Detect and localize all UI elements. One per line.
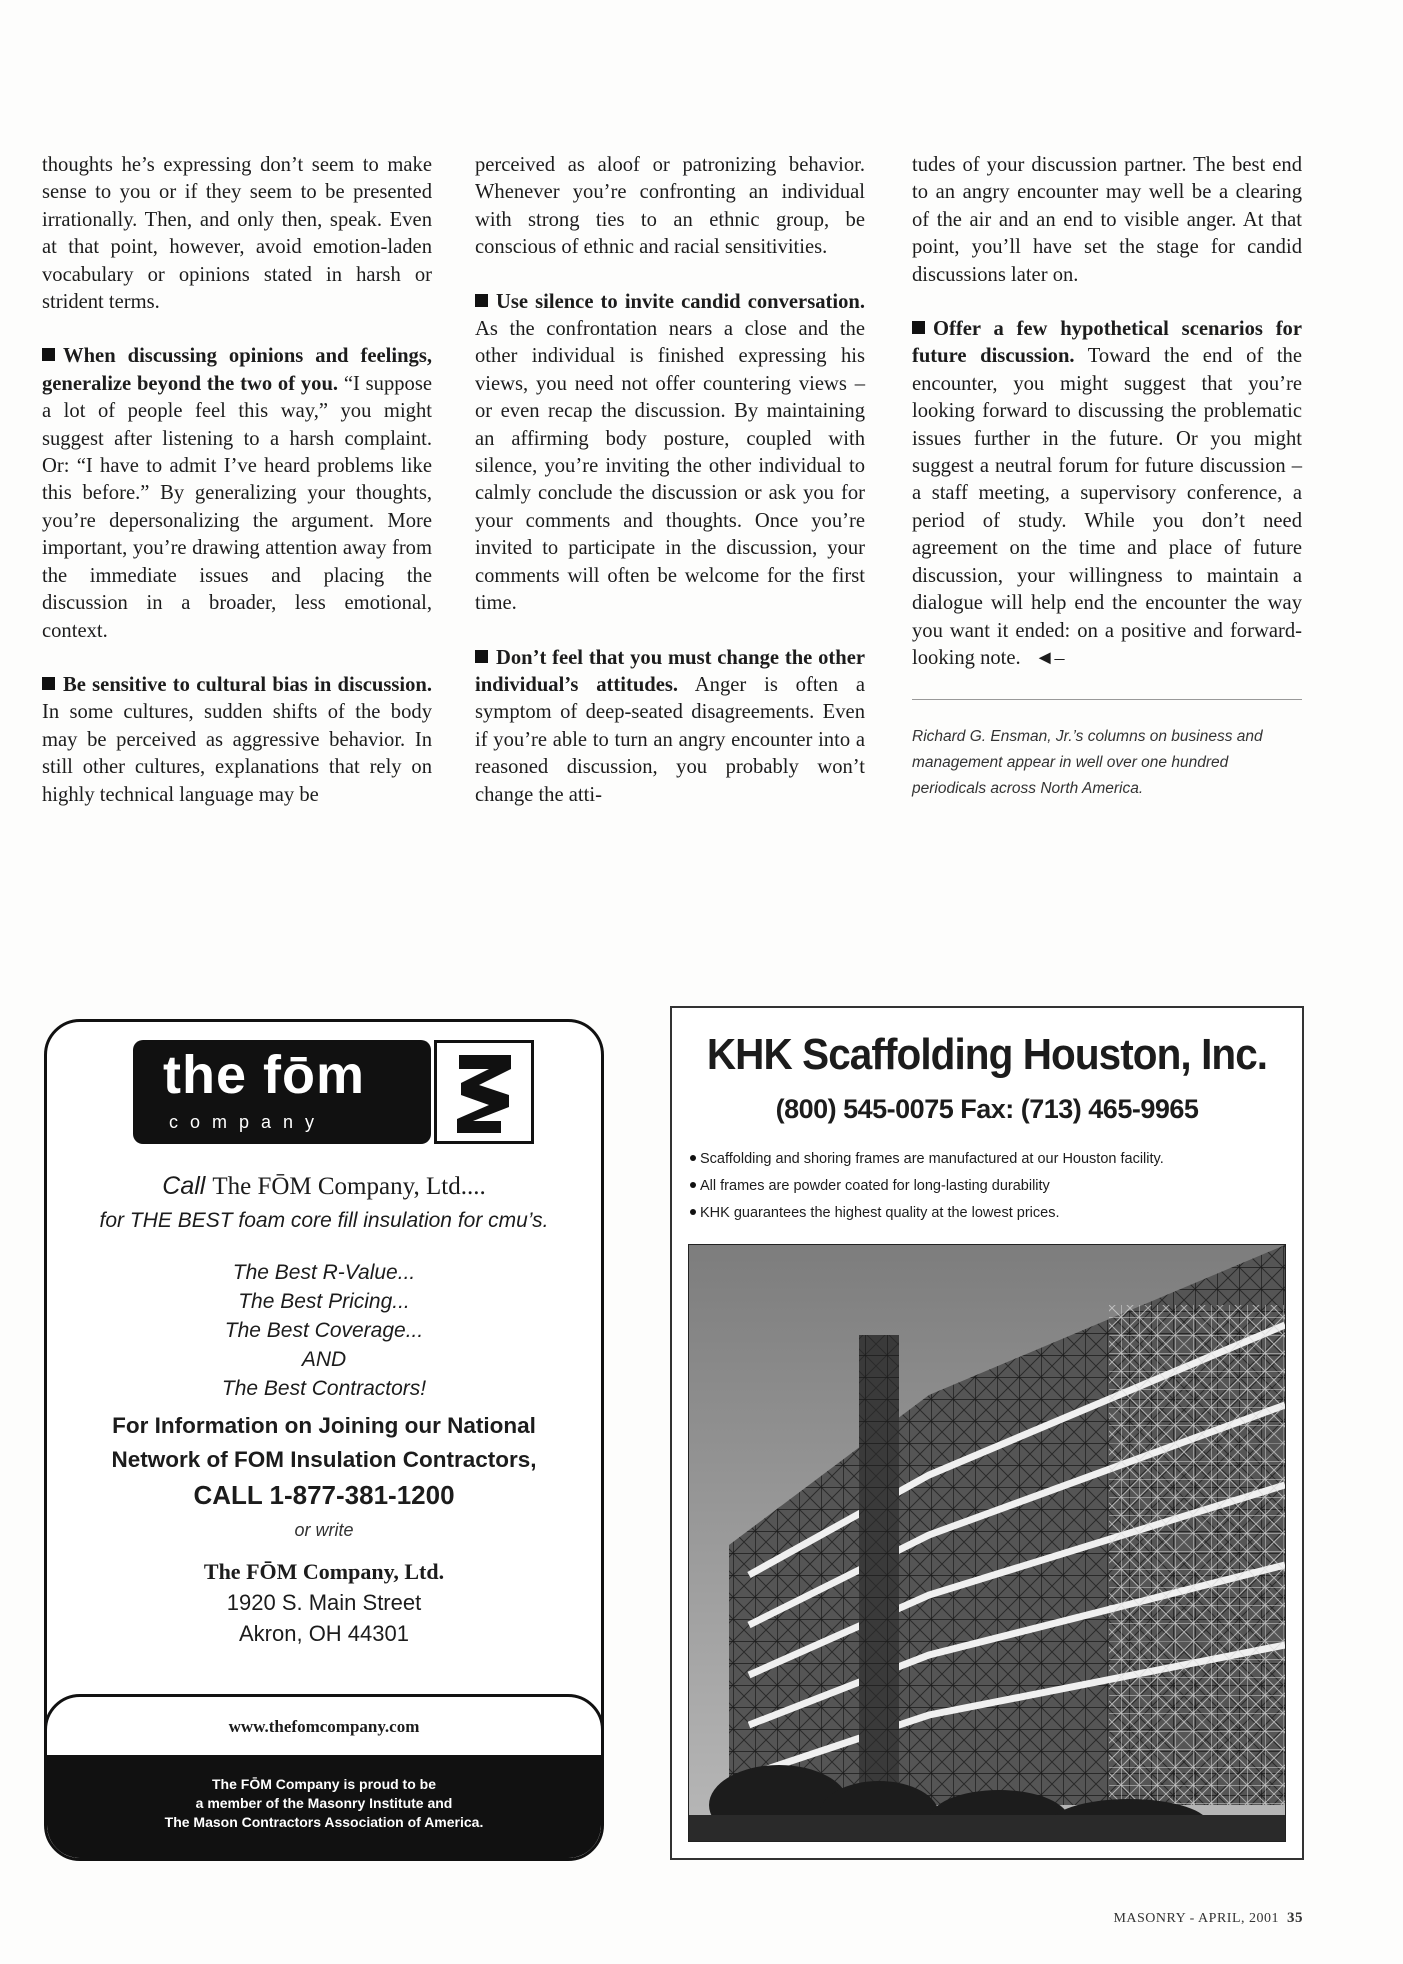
paragraph: Be sensitive to cultural bias in discussion. In some cultures, sudden shifts of the body may be perceived as aggressive behavior. In still other cultures, explanations that rely on highly technical language may be — [42, 673, 432, 806]
tip-heading: Don’t feel that you must change the other individual’s attitudes. — [475, 646, 865, 696]
list-item: All frames are powder coated for long-lasting durability — [690, 1173, 1164, 1200]
paragraph: When discussing opinions and feelings, generalize beyond the two of you. “I suppose a lot of people feel this way,” you might suggest after listening to a harsh complaint. Or: “I have to admit I’ve heard problems like this before.” By generalizing your thoughts, you’re depersonalizing the argument. More important, you’re drawing attention away from the immediate issues and placing the discussion in a broader, less emotional, context. — [42, 345, 432, 642]
list-item: The Best Pricing... — [238, 1290, 410, 1313]
end-mark-arrow-icon: ◄– — [1034, 646, 1065, 669]
fom-company-ad — [44, 1019, 604, 1861]
logo-subtitle: company — [169, 1112, 327, 1132]
paragraph: perceived as aloof or patronizing behavior. Whenever you’re confronting an individual with strong ties to an ethnic group, be conscious of ethnic and racial sensitivities. — [475, 154, 865, 259]
fom-tagline: for THE BEST foam core fill insulation for cmu’s. — [99, 1209, 549, 1232]
list-item: AND — [301, 1348, 347, 1371]
fom-phone: CALL 1-877-381-1200 — [193, 1480, 455, 1510]
bullet-icon — [690, 1209, 696, 1215]
scaffolding-photo — [688, 1244, 1286, 1842]
square-bullet-icon — [42, 348, 55, 361]
list-item: The Best Coverage... — [224, 1319, 424, 1342]
tip-heading: Offer a few hypothetical scenarios for future discussion. — [912, 318, 1302, 368]
article-column-1 — [42, 152, 432, 836]
khk-title: KHK Scaffolding Houston, Inc. — [706, 1030, 1268, 1079]
list-item: The Best Contractors! — [221, 1377, 427, 1400]
square-bullet-icon — [475, 650, 488, 663]
divider — [912, 699, 1302, 700]
scaffolding-building-image — [689, 1245, 1285, 1841]
fom-membership-banner: The FŌM Company is proud to be a member of the Masonry Institute and The Mason Contractors Association of America. — [47, 1755, 601, 1861]
bullet-icon — [690, 1155, 696, 1161]
publication-name: MASONRY - APRIL, 2001 — [1113, 1911, 1279, 1926]
article-column-2 — [475, 152, 865, 836]
fom-footer-tab — [44, 1694, 604, 1861]
fom-call-line: Call The FŌM Company, Ltd.... — [162, 1172, 486, 1200]
bullet-icon — [690, 1182, 696, 1188]
square-bullet-icon — [912, 321, 925, 334]
page-footer — [1113, 1910, 1303, 1927]
paragraph: thoughts he’s expressing don’t seem to make sense to you or if they seem to be presented irrationally. Then, and only then, speak. Even at that point, however, avoid emotion-laden vocabulary or opinions stated in harsh or strident terms. — [42, 154, 432, 314]
paragraph: Use silence to invite candid conversation. As the confrontation nears a close and the other individual is finished expressing his views, you need not offer countering views – or even recap the discussion. By maintaining an affirming body posture, coupled with silence, you’re inviting the other individual to calmly conclude the discussion or ask you for your comments and thoughts. Once you’re invited to participate in the discussion, your comments will often be welcome for the first time. — [475, 290, 865, 615]
square-bullet-icon — [475, 294, 488, 307]
address-street: 1920 S. Main Street — [226, 1590, 422, 1615]
fom-network-info: For Information on Joining our National Network of FOM Insulation Contractors, — [111, 1413, 537, 1472]
fom-logo — [133, 1040, 431, 1144]
logo-name: the fōm — [163, 1045, 365, 1105]
tip-heading: When discussing opinions and feelings, generalize beyond the two of you. — [42, 345, 432, 395]
author-bio: Richard G. Ensman, Jr.’s columns on business and management appear in well over one hundred periodicals across North America. — [912, 728, 1263, 798]
page-number: 35 — [1287, 1910, 1303, 1926]
address-company: The FŌM Company, Ltd. — [203, 1559, 445, 1584]
address-city: Akron, OH 44301 — [239, 1621, 409, 1646]
khk-feature-list — [690, 1146, 1164, 1227]
khk-scaffolding-ad — [670, 1006, 1304, 1860]
list-item: KHK guarantees the highest quality at the lowest prices. — [690, 1200, 1164, 1227]
khk-phone: (800) 545-0075 Fax: (713) 465-9965 — [775, 1094, 1199, 1124]
article-column-3 — [912, 152, 1302, 829]
fom-logo-mark-icon — [434, 1040, 534, 1144]
tip-heading: Use silence to invite candid conversation. — [496, 290, 865, 313]
fom-website-link[interactable]: www.thefomcompany.com — [228, 1717, 420, 1736]
square-bullet-icon — [42, 677, 55, 690]
list-item: Scaffolding and shoring frames are manufactured at our Houston facility. — [690, 1146, 1164, 1173]
paragraph: Offer a few hypothetical scenarios for future discussion. Toward the end of the encounter, you might suggest that you’re looking forward to discussing the problematic issues further in the future. Or you might suggest a neutral forum for future discussion – a staff meeting, a supervisory conference, a period of study. While you don’t need agreement on the time and place of future discussion, your willingness to maintain a dialogue will help end the encounter the way you want it ended: on a positive and forward-looking note. ◄– — [912, 316, 1302, 672]
list-item: The Best R-Value... — [232, 1261, 416, 1284]
paragraph: Don’t feel that you must change the other individual’s attitudes. Anger is often a symptom of deep-seated disagreements. Even if you’re able to turn an angry encounter into a reasoned discussion, you probably won’t change the atti- — [475, 646, 865, 806]
tip-heading: Be sensitive to cultural bias in discussion. — [63, 673, 432, 696]
fom-benefits-list — [47, 1258, 601, 1403]
fom-or-write: or write — [294, 1520, 354, 1540]
paragraph: tudes of your discussion partner. The best end to an angry encounter may well be a clearing of the air and an end to visible anger. At that point, you’ll have set the stage for candid discussions later on. — [912, 154, 1302, 286]
fom-address — [47, 1556, 601, 1649]
